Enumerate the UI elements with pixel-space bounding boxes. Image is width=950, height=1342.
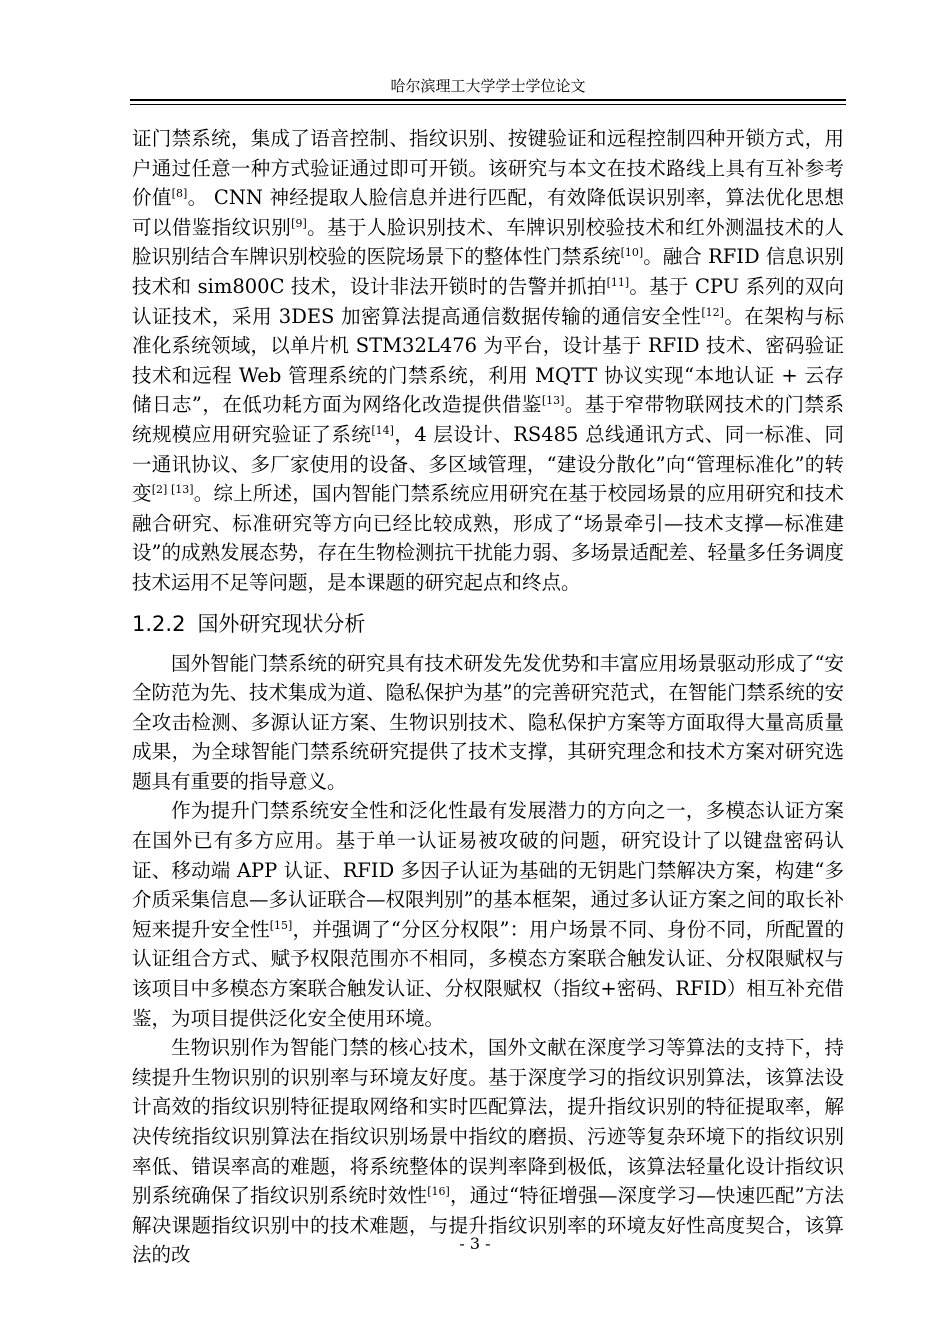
citation-ref: [9] bbox=[291, 216, 307, 230]
paragraph-text: 。基于窄带物联网技术的门禁系统规模应用研究验证了系统 bbox=[132, 393, 844, 446]
paragraph-text: ，通过“特征增强—深度学习—快速匹配”方法解决课题指纹识别中的技术难题，与提升指纹识别率的环境友好性高度契合，该算法的改 bbox=[132, 1184, 844, 1267]
citation-ref: [10] bbox=[620, 246, 644, 260]
citation-ref: [12] bbox=[701, 305, 724, 319]
paragraph-text: 。基于人脸识别技术、车牌识别校验技术和红外测温技术的人脸识别结合车牌识别校验的医院场景下的整体性门禁系统 bbox=[132, 215, 844, 269]
paragraph-text: 证门禁系统，集成了语音控制、指纹识别、按键验证和远程控制四种开锁方式，用户通过任意一种方式验证通过即可开锁。该研究与本文在技术路线上具有互补参考价值 bbox=[132, 127, 844, 210]
paragraph-text: 。 CNN 神经提取人脸信息并进行匹配，有效降低误识别率，算法优化思想可以借鉴指纹识别 bbox=[132, 186, 844, 239]
page-number: - 3 - bbox=[459, 1234, 491, 1253]
paragraph-text: 。在架构与标准化系统领域，以单片机 STM32L476 为平台，设计基于 RFID 技术、密码验证技术和远程 Web 管理系统的门禁系统，利用 MQTT 协议实现“本地认证 + 云存储日志”，在低功耗方面为网络化改造提供借鉴 bbox=[132, 304, 844, 417]
paragraph-foreign-overview bbox=[132, 649, 844, 797]
paragraph-text: 。综上所述，国内智能门禁系统应用研究在基于校园场景的应用研究和技术融合研究、标准研究等方向已经比较成熟，形成了“场景牵引—技术支撑—标准建设”的成熟发展态势，存在生物检测抗干扰能力弱、多场景适配差、轻量多任务调度技术运用不足等问题，是本课题的研究起点和终点。 bbox=[132, 482, 844, 594]
citation-ref: [8] bbox=[171, 187, 188, 201]
header-rule-thin bbox=[130, 104, 846, 105]
paragraph-text: 。基于 CPU 系列的双向认证技术，采用 3DES 加密算法提高通信数据传输的通信安全性 bbox=[132, 274, 844, 328]
paragraph-domestic-summary bbox=[132, 124, 844, 598]
paragraph-text: ，并强调了“分区分权限”：用户场景不同、身份不同，所配置的认证组合方式、赋予权限范围亦不相同，多模态方案联合触发认证、分权限赋权与该项目中多模态方案联合触发认证、分权限赋权（指纹+密码、RFID）相互补充借鉴，为项目提供泛化安全使用环境。 bbox=[132, 917, 844, 1030]
running-header: 哈尔滨理工大学学士学位论文 bbox=[390, 77, 586, 95]
section-heading bbox=[132, 608, 844, 640]
citation-ref: [16] bbox=[427, 1185, 450, 1199]
section-title: 国外研究现状分析 bbox=[197, 611, 366, 636]
paragraph-text: 生物识别作为智能门禁的核心技术，国外文献在深度学习等算法的支持下，持续提升生物识别的识别率与环境友好度。基于深度学习的指纹识别算法，该算法设计高效的指纹识别特征提取网络和实时匹配算法，提升指纹识别的特征提取率，解决传统指纹识别算法在指纹识别场景中指纹的磨损、污迹等复杂环境下的指纹识别率低、错误率高的难题，将系统整体的误判率降到极低，该算法轻量化设计指纹识别系统确保了指纹识别系统时效性 bbox=[132, 1036, 844, 1208]
section-number: 1.2.2 bbox=[132, 611, 186, 636]
paragraph-text: 作为提升门禁系统安全性和泛化性最有发展潜力的方向之一，多模态认证方案在国外已有多方应用。基于单一认证易被攻破的问题，研究设计了以键盘密码认证、移动端 APP 认证、RFID 多因子认证为基础的无钥匙门禁解决方案，构建“多介质采集信息—多认证联合—权限判别”的基本框架，通过多认证方案之间的取长补短来提升安全性 bbox=[132, 799, 844, 941]
paragraph-text: 国外智能门禁系统的研究具有技术研发先发优势和丰富应用场景驱动形成了“安全防范为先、技术集成为道、隐私保护为基”的完善研究范式，在智能门禁系统的安全攻击检测、多源认证方案、生物识别技术、隐私保护方案等方面取得大量高质量成果，为全球智能门禁系统研究提供了技术支撑，其研究理念和技术方案对研究选题具有重要的指导意义。 bbox=[132, 651, 844, 793]
citation-ref: [13] bbox=[541, 394, 565, 408]
citation-ref: [11] bbox=[606, 275, 630, 289]
citation-ref: [14] bbox=[371, 423, 394, 437]
page-body bbox=[132, 124, 844, 1270]
paragraph-text: ，4 层设计、RS485 总线通讯方式、同一标准、同一通讯协议、多厂家使用的设备、多区域管理，“建设分散化”向“管理标准化”的转变 bbox=[132, 422, 844, 506]
citation-ref: [15] bbox=[269, 918, 293, 932]
paragraph-multimodal-auth bbox=[132, 796, 844, 1033]
paragraph-text: 。融合 RFID 信息识别技术和 sim800C 技术，设计非法开锁时的告警并抓拍 bbox=[132, 245, 844, 298]
header-rule-thick bbox=[130, 99, 846, 101]
citation-ref: [2] [13] bbox=[151, 483, 194, 497]
